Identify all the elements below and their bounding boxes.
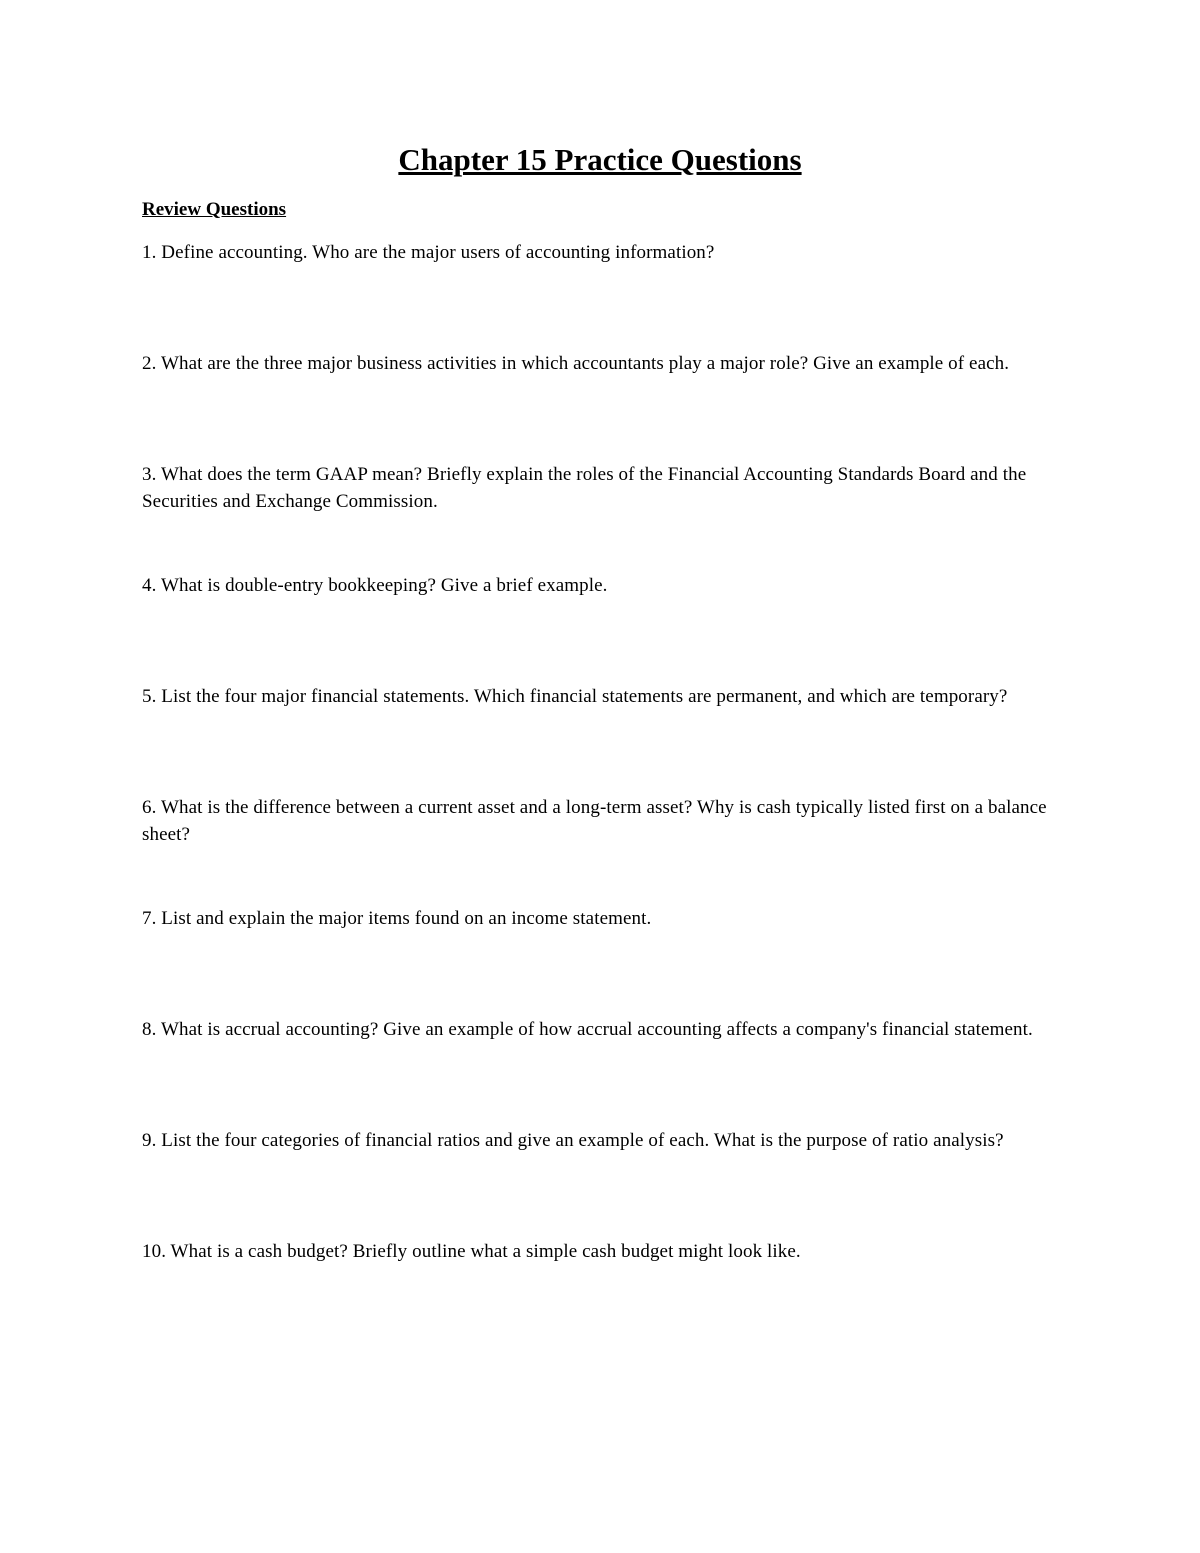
question-item: 6. What is the difference between a current asset and a long-term asset? Why is cash typically listed first on a balance sheet?	[142, 797, 1047, 845]
question-item: 8. What is accrual accounting? Give an example of how accrual accounting affects a company's financial statement.	[142, 1019, 1033, 1040]
question-item: 10. What is a cash budget? Briefly outline what a simple cash budget might look like.	[142, 1241, 801, 1262]
section-heading: Review Questions	[142, 199, 287, 220]
question-item: 9. List the four categories of financial ratios and give an example of each. What is the purpose of ratio analysis?	[142, 1130, 1004, 1151]
question-item: 5. List the four major financial statements. Which financial statements are permanent, and which are temporary?	[142, 686, 1008, 707]
question-item: 1. Define accounting. Who are the major users of accounting information?	[142, 242, 715, 263]
question-item: 7. List and explain the major items found on an income statement.	[142, 908, 652, 929]
question-list	[142, 239, 1062, 1349]
page-title: Chapter 15 Practice Questions	[398, 142, 802, 177]
question-item: 3. What does the term GAAP mean? Briefly explain the roles of the Financial Accounting Standards Board and the Securities and Exchange Commission.	[142, 464, 1027, 512]
question-item: 4. What is double-entry bookkeeping? Give a brief example.	[142, 575, 608, 596]
question-item: 2. What are the three major business activities in which accountants play a major role? Give an example of each.	[142, 353, 1010, 374]
